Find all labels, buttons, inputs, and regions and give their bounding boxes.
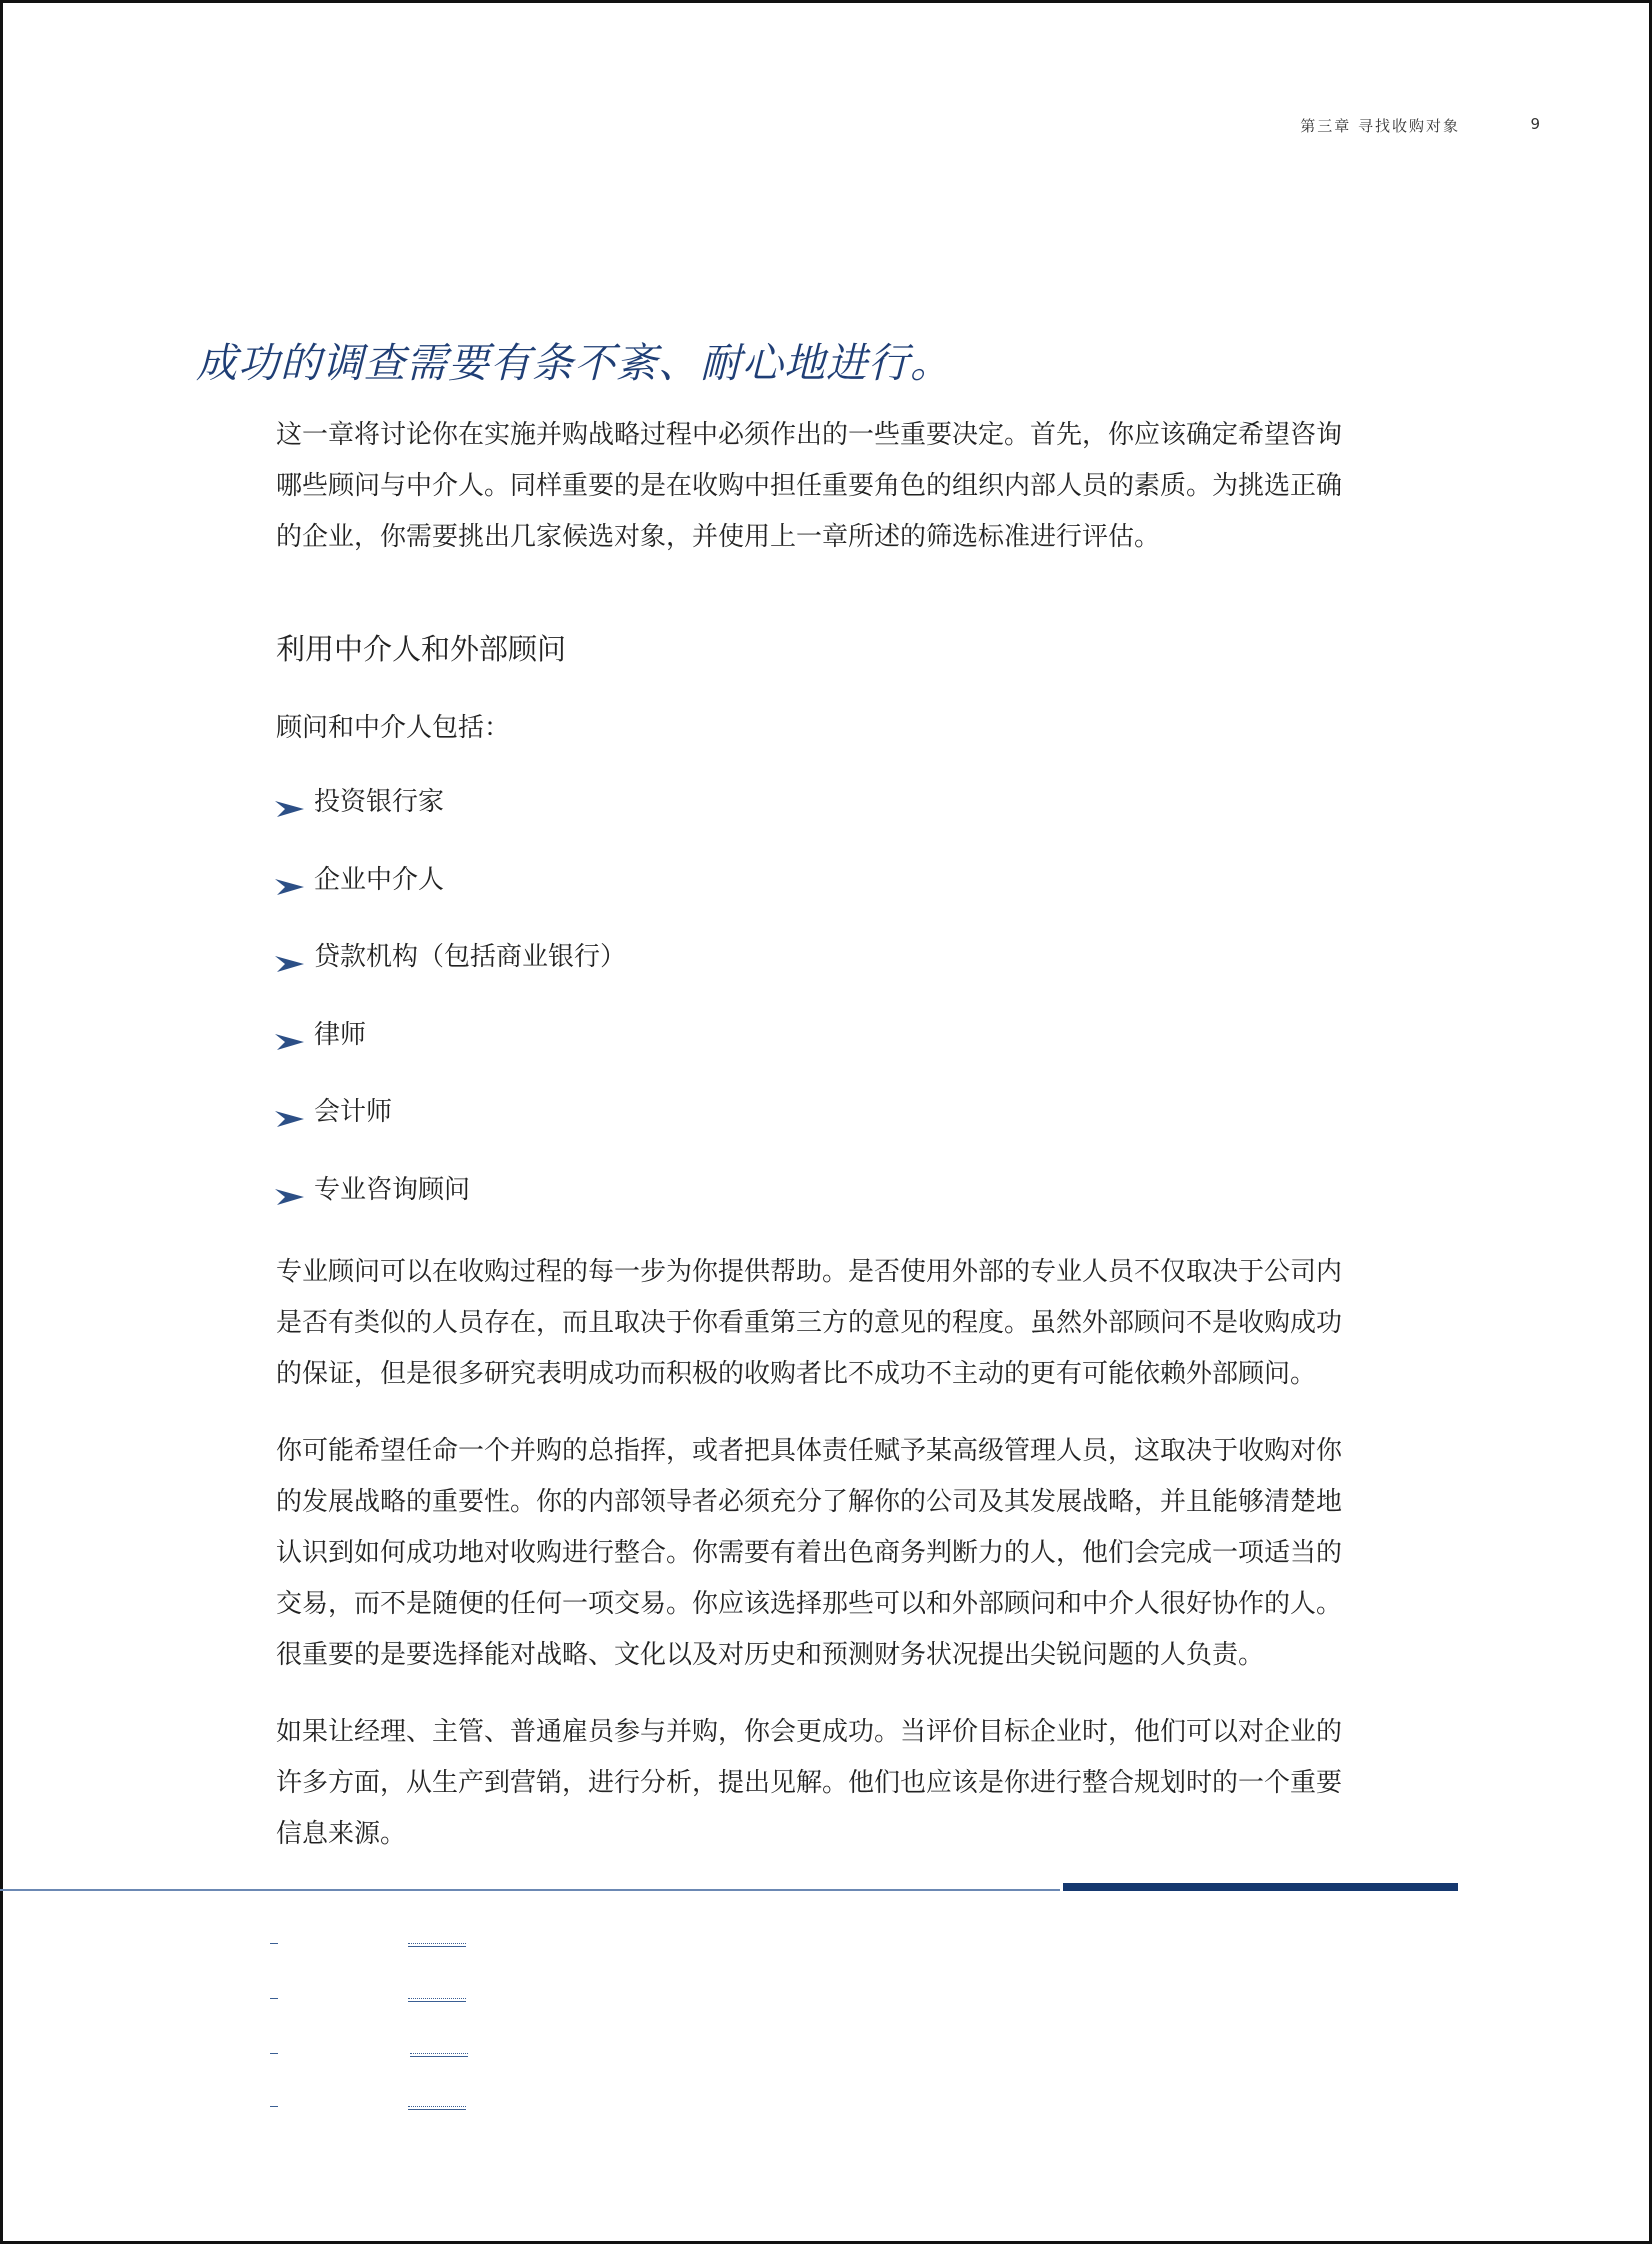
- list-item: [274, 936, 626, 1014]
- list-item-label: 会计师: [314, 1097, 393, 1128]
- chapter-title: 第三章 寻找收购对象: [1300, 117, 1460, 135]
- arrow-bullet-icon: [274, 795, 306, 821]
- list-item-label: 贷款机构（包括商业银行）: [314, 942, 627, 973]
- running-header: [1240, 115, 1540, 137]
- arrow-bullet-icon: [274, 873, 306, 899]
- arrow-bullet-icon: [274, 1028, 306, 1054]
- advisor-list: [274, 781, 626, 1247]
- arrow-bullet-icon: [274, 1105, 306, 1131]
- footer-rule-thick: [1063, 1883, 1458, 1891]
- list-item-label: 专业咨询顾问: [314, 1174, 471, 1205]
- arrow-bullet-icon: [274, 950, 306, 976]
- page-number: 9: [1530, 115, 1540, 133]
- list-item-label: 律师: [314, 1019, 367, 1050]
- body-paragraph: 如果让经理、主管、普通雇员参与并购，你会更成功。当评价目标企业时，他们可以对企业的许多方面，从生产到营销，进行分析，提出见解。他们也应该是你进行整合规划时的一个重要信息来源。: [276, 1717, 1343, 1849]
- footnote-marks: [270, 1935, 490, 2115]
- list-item: [274, 859, 626, 937]
- list-item-label: 企业中介人: [314, 864, 445, 895]
- list-item: [274, 1091, 626, 1169]
- list-intro: 顾问和中介人包括：: [276, 713, 511, 743]
- list-item: [274, 781, 626, 859]
- body-paragraph: 专业顾问可以在收购过程的每一步为你提供帮助。是否使用外部的专业人员不仅取决于公司内是否有类似的人员存在，而且取决于你看重第三方的意见的程度。虽然外部顾问不是收购成功的保证，但是很多研究表明成功而积极的收购者比不成功不主动的更有可能依赖外部顾问。: [276, 1257, 1343, 1389]
- section-heading: 利用中介人和外部顾问: [276, 632, 567, 666]
- intro-paragraph: 这一章将讨论你在实施并购战略过程中必须作出的一些重要决定。首先，你应该确定希望咨询哪些顾问与中介人。同样重要的是在收购中担任重要角色的组织内部人员的素质。为挑选正确的企业，你需要挑出几家候选对象，并使用上一章所述的筛选标准进行评估。: [276, 420, 1343, 552]
- footer-rule-thin: [0, 1889, 1060, 1891]
- pull-quote: 成功的调查需要有条不紊、耐心地进行。: [196, 339, 952, 387]
- footnote-mark-row: [270, 1998, 490, 2002]
- list-item: [274, 1014, 626, 1092]
- arrow-bullet-icon: [274, 1183, 306, 1209]
- list-item-label: 投资银行家: [314, 787, 445, 817]
- body-paragraph: 你可能希望任命一个并购的总指挥，或者把具体责任赋予某高级管理人员，这取决于收购对你的发展战略的重要性。你的内部领导者必须充分了解你的公司及其发展战略，并且能够清楚地认识到如何成功地对收购进行整合。你需要有着出色商务判断力的人，他们会完成一项适当的交易，而不是随便的任何一项交易。你应该选择那些可以和外部顾问和中介人很好协作的人。很重要的是要选择能对战略、文化以及对历史和预测财务状况提出尖锐问题的人负责。: [276, 1436, 1343, 1670]
- footnote-mark-row: [270, 2106, 490, 2110]
- footnote-mark-row: [270, 2053, 490, 2057]
- list-item: [274, 1169, 626, 1247]
- footnote-mark-row: [270, 1943, 490, 1947]
